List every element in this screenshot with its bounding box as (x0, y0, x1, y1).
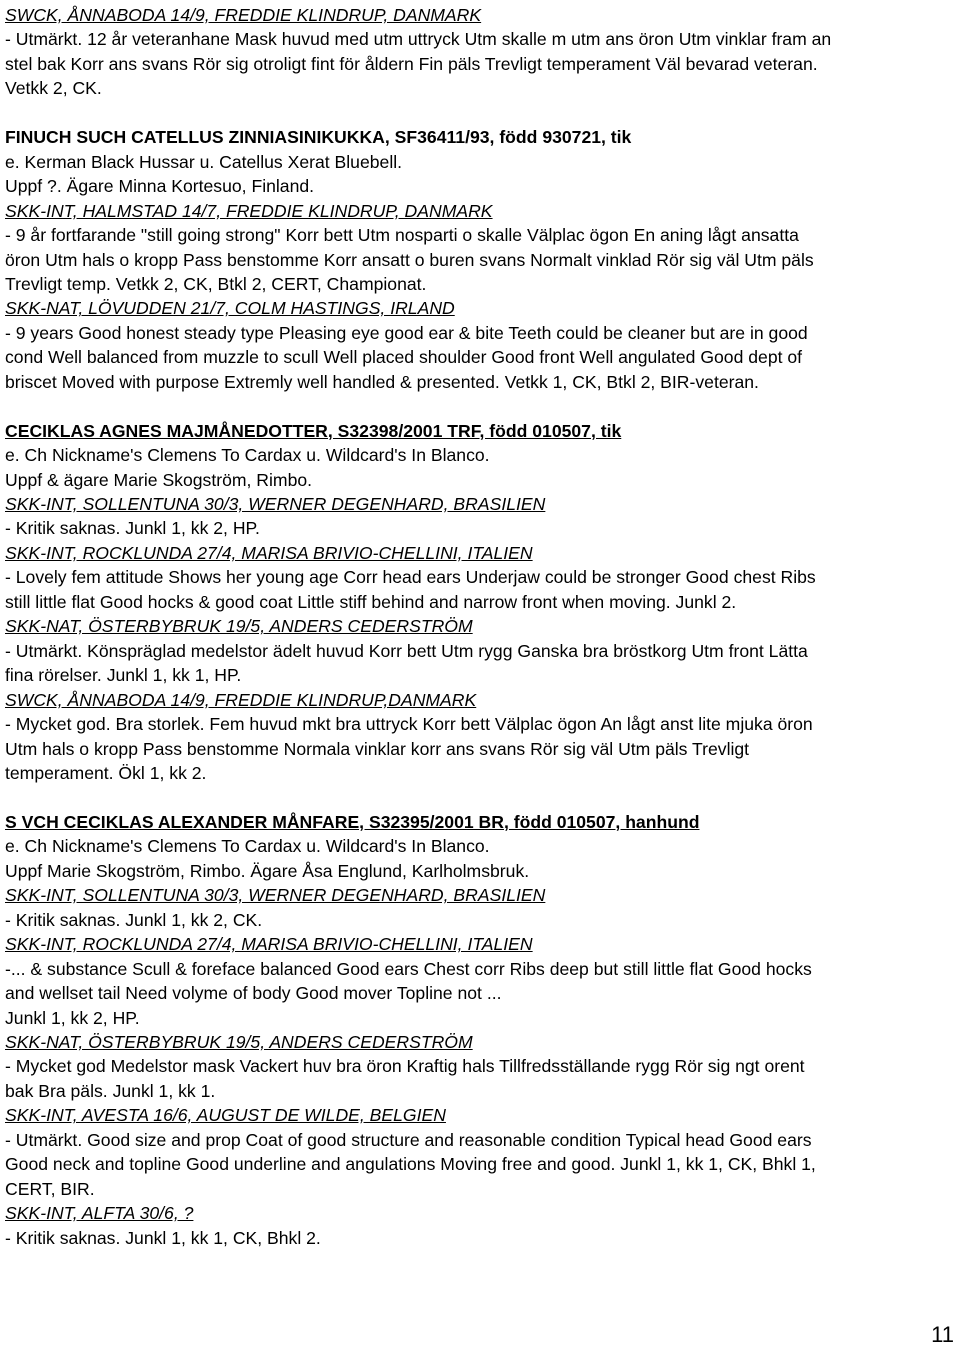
show-heading: SKK-NAT, ÖSTERBYBRUK 19/5, ANDERS CEDERSTRÖM (5, 616, 473, 637)
text-line: e. Ch Nickname's Clemens To Cardax u. Wildcard's In Blanco. (5, 445, 490, 466)
text-line: - Utmärkt. Good size and prop Coat of good structure and reasonable condition Typical head Good ears (5, 1129, 812, 1150)
text-line: Utm hals o kropp Pass benstomme Normala vinklar korr ans svans Rör sig väl Utm päls Trevligt (5, 738, 750, 759)
text-line: - 9 år fortfarande "still going strong" Korr bett Utm nosparti o skalle Välplac ögon En aning lågt ansatta (5, 225, 799, 246)
show-heading: SKK-NAT, ÖSTERBYBRUK 19/5, ANDERS CEDERSTRÖM (5, 1031, 473, 1052)
text-line: still little flat Good hocks & good coat Little stiff behind and narrow front when moving. Junkl 2. (5, 591, 737, 612)
dog-heading: S VCH CECIKLAS ALEXANDER MÅNFARE, S32395/2001 BR, född 010507, hanhund (5, 811, 700, 832)
dog-heading: FINUCH SUCH CATELLUS ZINNIASINIKUKKA, SF36411/93, född 930721, tik (5, 127, 632, 148)
text-line: - Utmärkt. 12 år veteranhane Mask huvud med utm uttryck Utm skalle m utm ans öron Utm vinklar fram an (5, 29, 832, 50)
show-heading: SKK-INT, SOLLENTUNA 30/3, WERNER DEGENHARD, BRASILIEN (5, 494, 546, 515)
show-heading: SWCK, ÅNNABODA 14/9, FREDDIE KLINDRUP,DANMARK (5, 689, 477, 710)
dog-heading: CECIKLAS AGNES MAJMÅNEDOTTER, S32398/2001 TRF, född 010507, tik (5, 420, 622, 441)
text-line: - Kritik saknas. Junkl 1, kk 2, CK. (5, 909, 263, 930)
text-line: e. Ch Nickname's Clemens To Cardax u. Wildcard's In Blanco. (5, 836, 490, 857)
text-line: Uppf ?. Ägare Minna Kortesuo, Finland. (5, 176, 315, 197)
text-line: Uppf & ägare Marie Skogström, Rimbo. (5, 469, 313, 490)
text-line: - 9 years Good honest steady type Pleasing eye good ear & bite Teeth could be cleaner but are in good (5, 322, 808, 343)
text-line: - Mycket god Medelstor mask Vackert huv bra öron Kraftig hals Tillfredsställande rygg Rör sig ngt orent (5, 1056, 805, 1077)
text-line: - Mycket god. Bra storlek. Fem huvud mkt bra uttryck Korr bett Välplac ögon An lågt anst lite mjuka öron (5, 714, 813, 735)
text-line: temperament. Ökl 1, kk 2. (5, 763, 207, 784)
show-heading: SKK-INT, ROCKLUNDA 27/4, MARISA BRIVIO-CHELLINI, ITALIEN (5, 542, 533, 563)
page-number: 11 (931, 1322, 954, 1347)
text-line: Junkl 1, kk 2, HP. (5, 1007, 140, 1028)
text-line: Trevligt temp. Vetkk 2, CK, Btkl 2, CERT, Championat. (5, 273, 427, 294)
text-line: Good neck and topline Good underline and angulations Moving free and good. Junkl 1, kk 1, CK, Bhkl 1, (5, 1154, 816, 1175)
text-line: cond Well balanced from muzzle to scull Well placed shoulder Good front Well angulated Good dept of (5, 347, 803, 368)
show-heading: SWCK, ÅNNABODA 14/9, FREDDIE KLINDRUP, DANMARK (5, 5, 482, 25)
text-line: bak Bra päls. Junkl 1, kk 1. (5, 1080, 216, 1101)
text-line: stel bak Korr ans svans Rör sig otroligt fint för åldern Fin päls Trevligt temperament Väl bevarad veteran. (5, 53, 818, 74)
paragraph-spacer (5, 101, 955, 125)
text-line: öron Utm hals o kropp Pass benstomme Korr ansatt o buren svans Normalt vinklad Rör sig väl Utm päls (5, 249, 814, 270)
document-body (5, 3, 955, 1250)
text-line: CERT, BIR. (5, 1178, 95, 1199)
paragraph-spacer (5, 785, 955, 809)
show-heading: SKK-INT, ROCKLUNDA 27/4, MARISA BRIVIO-CHELLINI, ITALIEN (5, 934, 533, 955)
text-line: briscet Moved with purpose Extremly well handled & presented. Vetkk 1, CK, Btkl 2, BIR-veteran. (5, 371, 759, 392)
show-heading: SKK-NAT, LÖVUDDEN 21/7, COLM HASTINGS, IRLAND (5, 298, 455, 319)
text-line: - Kritik saknas. Junkl 1, kk 1, CK, Bhkl 2. (5, 1227, 321, 1248)
text-line: Vetkk 2, CK. (5, 78, 102, 99)
show-heading: SKK-INT, SOLLENTUNA 30/3, WERNER DEGENHARD, BRASILIEN (5, 885, 546, 906)
paragraph-spacer (5, 394, 955, 418)
text-line: fina rörelser. Junkl 1, kk 1, HP. (5, 665, 242, 686)
text-line: and wellset tail Need volyme of body Good mover Topline not ... (5, 983, 502, 1004)
text-line: -... & substance Scull & foreface balanced Good ears Chest corr Ribs deep but still little flat Good hocks (5, 958, 812, 979)
text-line: - Lovely fem attitude Shows her young age Corr head ears Underjaw could be stronger Good chest Ribs (5, 567, 816, 588)
show-heading: SKK-INT, AVESTA 16/6, AUGUST DE WILDE, BELGIEN (5, 1105, 446, 1126)
text-line: - Kritik saknas. Junkl 1, kk 2, HP. (5, 518, 260, 539)
text-line: Uppf Marie Skogström, Rimbo. Ägare Åsa Englund, Karlholmsbruk. (5, 860, 530, 881)
text-line: e. Kerman Black Hussar u. Catellus Xerat Bluebell. (5, 151, 403, 172)
text-line: - Utmärkt. Könspräglad medelstor ädelt huvud Korr bett Utm rygg Ganska bra bröstkorg Utm front Lätta (5, 640, 808, 661)
show-heading: SKK-INT, ALFTA 30/6, ? (5, 1203, 194, 1224)
show-heading: SKK-INT, HALMSTAD 14/7, FREDDIE KLINDRUP, DANMARK (5, 200, 493, 221)
